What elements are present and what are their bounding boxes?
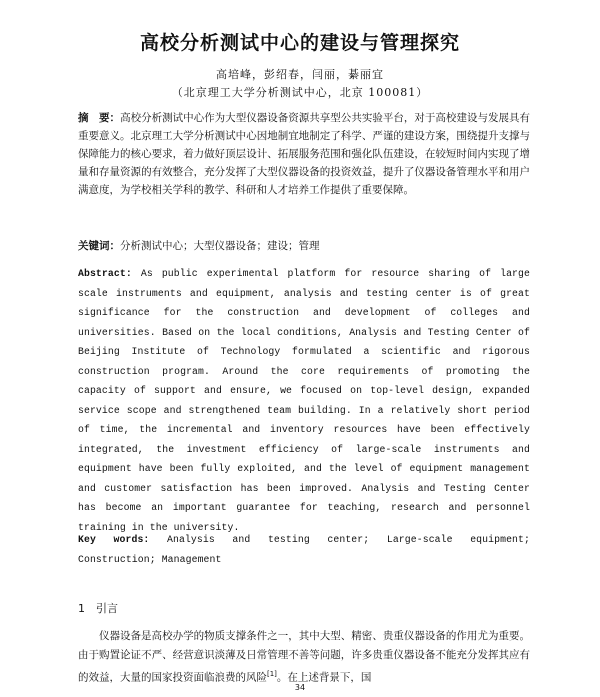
paper-affiliation: （北京理工大学分析测试中心，北京 100081） bbox=[171, 86, 429, 99]
page-number: 34 bbox=[294, 683, 306, 692]
abstract-cn bbox=[78, 109, 530, 199]
body-text: 仪器设备是高校办学的物质支撑条件之一，其中大型、精密、贵重仪器设备的作用尤为重要。由于购置论证不严、经营意识淡薄及日常管理不善等问题，许多贵重仪器设备不能充分发挥其应有的效益，大量的国家投资面临浪费的风险 bbox=[78, 630, 530, 684]
body-text-tail: 。在上述背景下，国 bbox=[276, 671, 372, 684]
abstract-en-text: As public experimental platform for resource sharing of large scale instruments and equipment, analysis and testing center is of great significance for the construction and development of colleges and universities. Based on the local conditions, Analysis and Testing Center of Beijing Institute of Technology formulated a scientific and rigorous construction program. Around the core requirements of promoting the capacity of support and ensure, we focused on top-level design, expanded service scope and strengthened team building. In a relatively short period of time, the incremental and inventory resources have been effectively integrated, the investment efficiency of large-scale instruments and equipment have been fully exploited, and the level of equipment management and customer satisfaction has been improved. Analysis and Testing Center has become an important guarantee for teaching, research and personnel training in the university. bbox=[78, 268, 530, 533]
body-paragraph bbox=[78, 627, 530, 688]
citation-ref[interactable]: [1] bbox=[267, 670, 277, 678]
keywords-cn-text: 分析测试中心；大型仪器设备；建设；管理 bbox=[120, 240, 320, 252]
paper-authors: 高培峰，彭绍春，闫丽，綦丽宜 bbox=[216, 68, 384, 81]
keywords-cn bbox=[78, 237, 530, 255]
abstract-cn-label: 摘 要： bbox=[78, 112, 121, 124]
keywords-cn-label: 关键词： bbox=[78, 240, 120, 252]
keywords-en bbox=[78, 530, 530, 569]
section-heading: 1 引言 bbox=[78, 602, 118, 615]
keywords-en-text: Analysis and testing center; Large-scale equipment; Construction; Management bbox=[78, 534, 530, 565]
keywords-en-label: Key words: bbox=[78, 534, 150, 545]
paper-title: 高校分析测试中心的建设与管理探究 bbox=[139, 32, 460, 54]
abstract-cn-text: 高校分析测试中心作为大型仪器设备资源共享型公共实验平台，对于高校建设与发展具有重要意义。北京理工大学分析测试中心因地制宜地制定了科学、严谨的建设方案，围绕提升支撑与保障能力的核心要求，着力做好顶层设计、拓展服务范围和强化队伍建设，在较短时间内实现了增量和存量资源的有效整合，充分发挥了大型仪器设备的投资效益，提升了仪器设备管理水平和用户满意度，为学校相关学科的教学、科研和人才培养工作提供了重要保障。 bbox=[78, 112, 531, 196]
abstract-en-label: Abstract: bbox=[78, 268, 132, 279]
abstract-en bbox=[78, 264, 530, 537]
